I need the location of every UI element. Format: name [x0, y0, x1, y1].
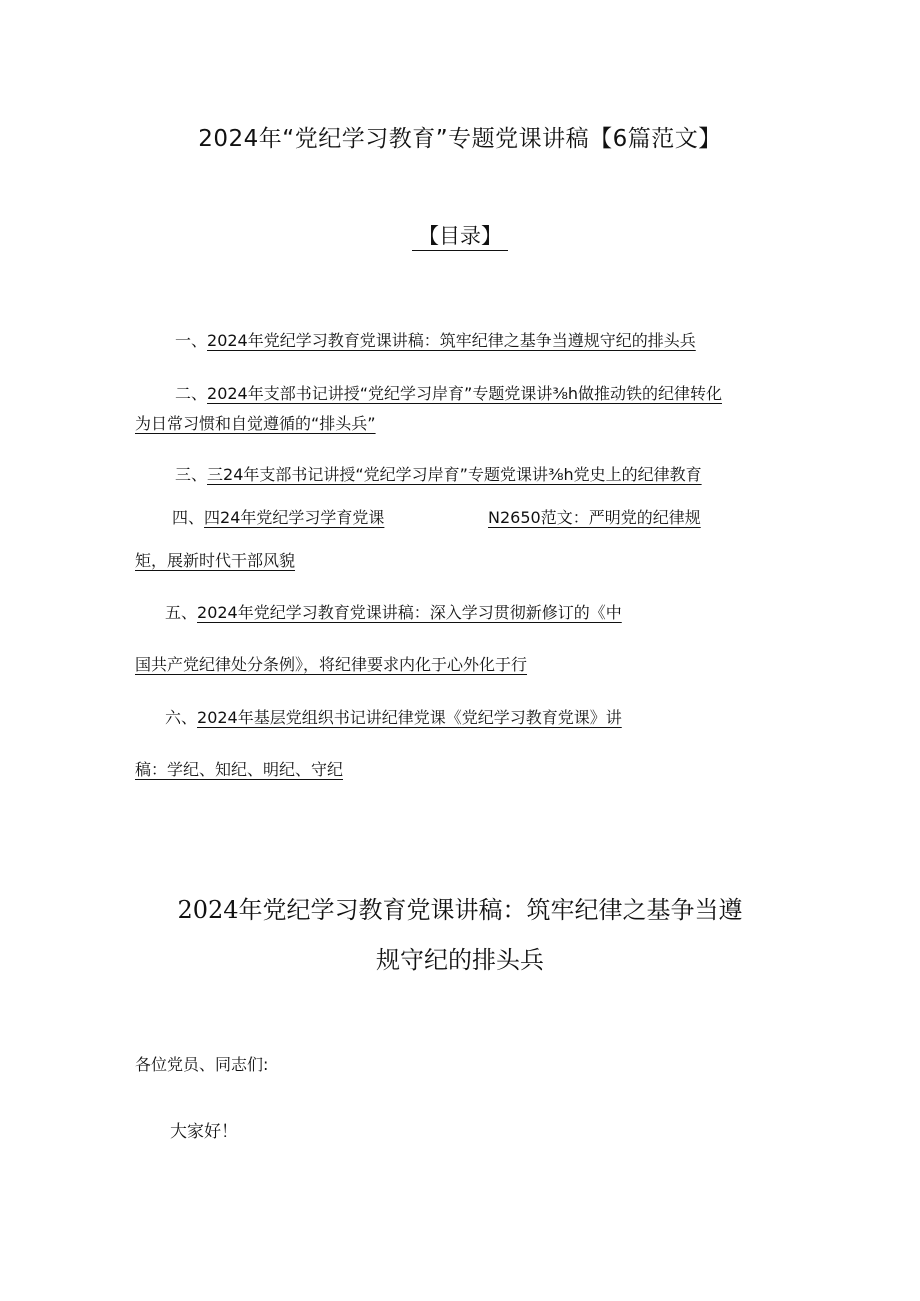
toc-item-link[interactable]: 2024年基层党组织书记讲纪律党课《党纪学习教育党课》讲	[197, 708, 622, 727]
toc-item-1[interactable]	[175, 328, 696, 351]
toc-item-prefix: 三、	[175, 465, 208, 484]
toc-item-prefix: 二、	[175, 384, 208, 403]
toc-item-link[interactable]: 矩，展新时代干部风貌	[135, 551, 296, 570]
toc-item-2-continued[interactable]	[135, 411, 376, 434]
toc-item-link[interactable]: 四24年党纪学习学育党课	[204, 508, 385, 527]
toc-item-5[interactable]	[165, 600, 622, 623]
section-title-line-2: 规守纪的排头兵	[376, 946, 544, 974]
toc-item-link[interactable]: 2024年党纪学习教育党课讲稿：筑牢纪律之基争当遵规守纪的排头兵	[207, 331, 696, 350]
toc-item-3[interactable]	[175, 462, 702, 485]
section-title-line-1: 2024年党纪学习教育党课讲稿：筑牢纪律之基争当遵	[177, 896, 743, 924]
toc-item-prefix: 五、	[165, 603, 198, 622]
toc-item-4[interactable]	[172, 505, 384, 528]
toc-item-4-continued[interactable]	[135, 548, 295, 571]
toc-item-prefix: 六、	[165, 708, 198, 727]
greeting: 大家好！	[170, 1122, 238, 1142]
document-title: 2024年“党纪学习教育”专题党课讲稿【6篇范文】	[198, 126, 722, 152]
toc-item-6[interactable]	[165, 705, 622, 728]
toc-item-2[interactable]	[175, 381, 722, 404]
salutation: 各位党员、同志们:	[135, 1055, 269, 1074]
toc-item-5-continued[interactable]	[135, 652, 527, 675]
toc-item-link[interactable]: N2650范文：严明党的纪律规	[488, 508, 701, 527]
toc-item-link[interactable]: 国共产党纪律处分条例》，将纪律要求内化于心外化于行	[135, 655, 528, 674]
toc-item-link[interactable]: 为日常习惯和自觉遵循的“排头兵”	[135, 414, 376, 433]
toc-item-link[interactable]: 2024年党纪学习教育党课讲稿：深入学习贯彻新修订的《中	[197, 603, 622, 622]
toc-item-link[interactable]: 稿：学纪、知纪、明纪、守纪	[135, 760, 344, 779]
toc-heading	[0, 220, 920, 250]
toc-heading-text: 【目录】	[412, 224, 508, 251]
toc-item-prefix: 一、	[175, 331, 208, 350]
toc-item-6-continued[interactable]	[135, 757, 343, 780]
toc-item-prefix: 四、	[172, 508, 205, 527]
toc-item-link[interactable]: 三24年支部书记讲授“党纪学习岸育”专题党课讲⅜h党史上的纪律教育	[207, 465, 702, 484]
toc-item-link[interactable]: 2024年支部书记讲授“党纪学习岸育”专题党课讲⅜h做推动铁的纪律转化	[207, 384, 722, 403]
toc-item-4-part-2[interactable]	[488, 505, 701, 528]
